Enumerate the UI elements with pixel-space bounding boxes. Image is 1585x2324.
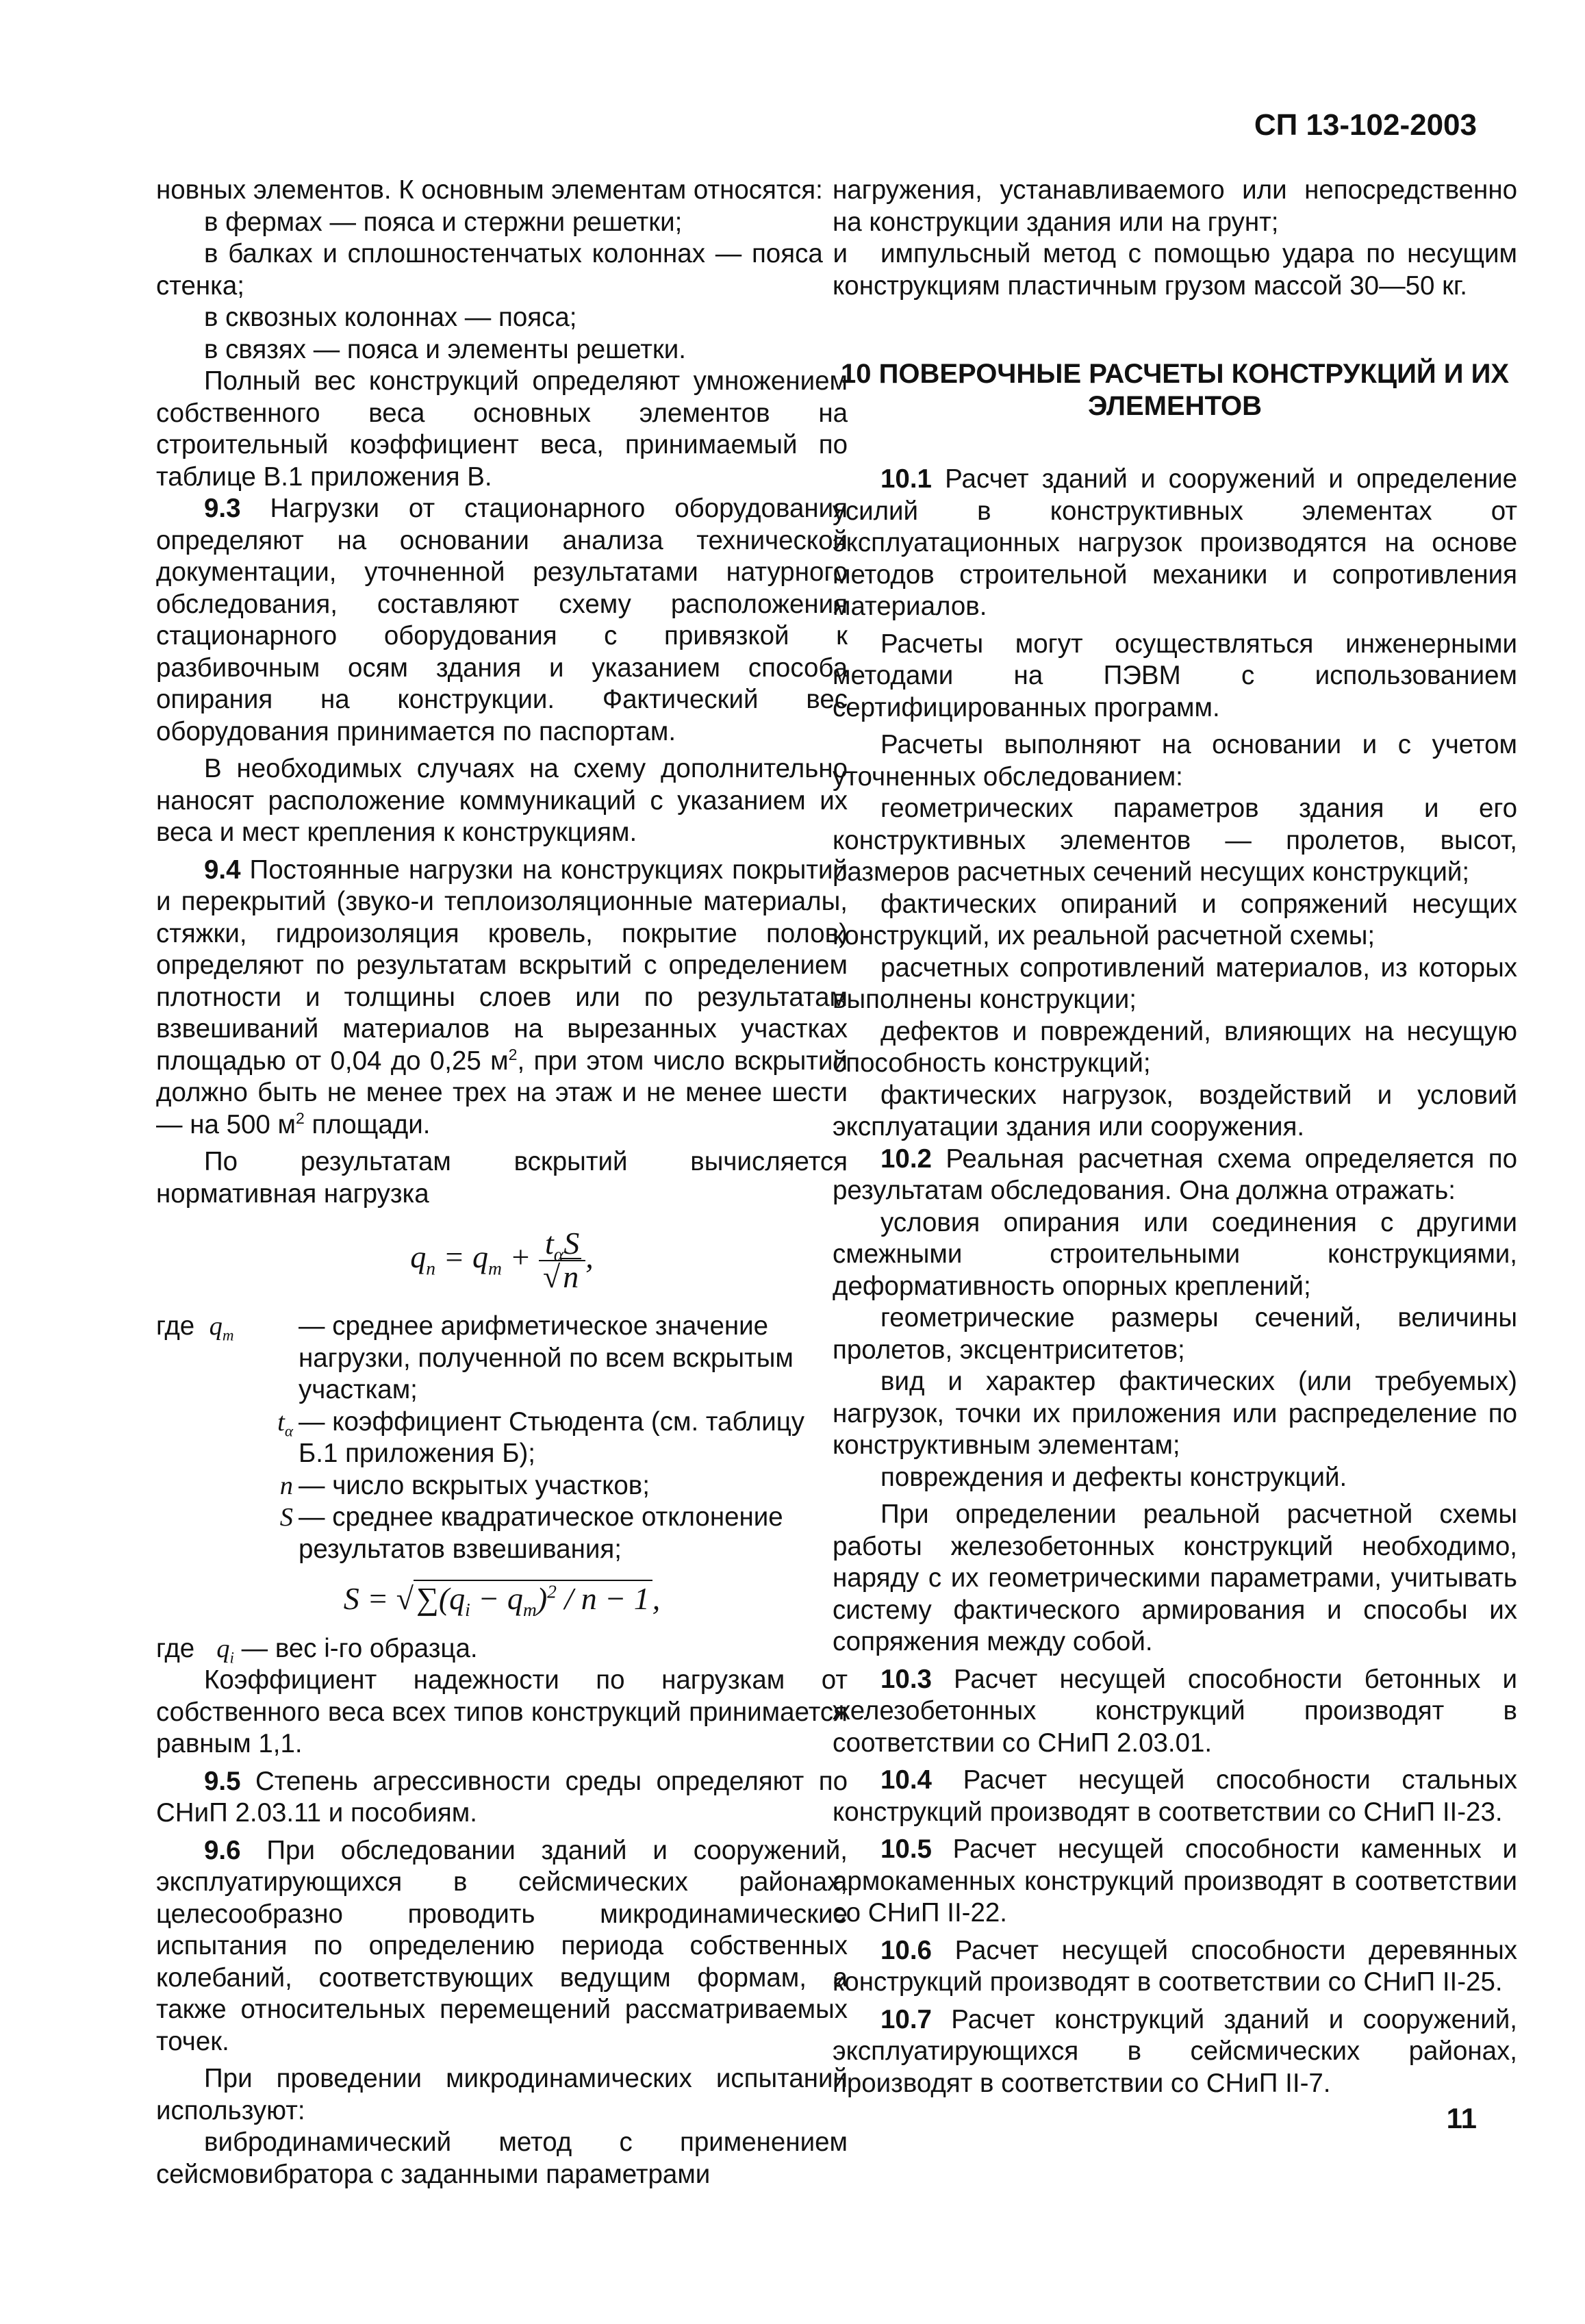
section-number: 10.3	[880, 1664, 932, 1694]
formula-part: / n − 1	[556, 1581, 650, 1616]
superscript: 2	[295, 1109, 305, 1127]
paragraph: При определении реальной расчетной схемы работы железобетонных конструкций необходимо, наряду с их геометрическими параметрами, учитывать систему фактического армирования и способы их сопряжения между собой.	[833, 1500, 1517, 1656]
definition-text: — среднее квадратическое отклонение результатов взвешивания;	[299, 1502, 783, 1564]
formula-s	[156, 1580, 848, 1621]
definition-symbol: S	[279, 1503, 293, 1532]
formula-part: ∑(q	[416, 1581, 466, 1616]
section-10-2	[833, 1144, 1517, 1207]
formula-symbol: S	[563, 1226, 580, 1261]
right-column	[833, 175, 1517, 2099]
where-label: где	[156, 1633, 195, 1663]
list-item: дефектов и повреждений, влияющих на несущую способность конструкций;	[833, 1016, 1517, 1078]
paragraph: вибродинамический метод с применением сейсмовибратора с заданными параметрами	[156, 2127, 848, 2189]
paragraph: Полный вес конструкций определяют умножением собственного веса основных элементов на строительный коэффициент веса, принимаемый по таблице В.1 приложения В.	[156, 366, 848, 492]
definition-row	[156, 1311, 848, 1406]
formula-superscript: 2	[547, 1580, 557, 1602]
section-text: Расчет несущей способности каменных и армокаменных конструкций производят в соответствии со СНиП II-22.	[833, 1834, 1517, 1928]
paragraph: При проведении микродинамических испытаний используют:	[156, 2064, 848, 2125]
section-text: , при этом число вскрытий должно быть не менее трех на этаж и не менее шести — на 500 м	[156, 1046, 848, 1139]
formula-subscript: n	[426, 1257, 435, 1279]
formula-symbol: t	[545, 1226, 554, 1261]
section-10-7	[833, 2004, 1517, 2100]
section-10-5	[833, 1834, 1517, 1930]
section-10-4	[833, 1765, 1517, 1828]
formula-qn	[156, 1228, 848, 1293]
section-number: 10.1	[880, 464, 932, 494]
formula-punctuation: ,	[652, 1581, 661, 1616]
section-number: 10.7	[880, 2004, 932, 2034]
left-column	[156, 175, 848, 2190]
section-text: Расчет зданий и сооружений и определение усилий в конструктивных элементах от эксплуатационных нагрузок производятся на основе методов строительной механики и сопротивления материалов.	[833, 464, 1517, 621]
section-9-4	[156, 855, 848, 1141]
formula-part: − q	[470, 1581, 523, 1616]
formula-symbol: q	[410, 1239, 427, 1275]
list-item: расчетных сопротивлений материалов, из которых выполнены конструкции;	[833, 952, 1517, 1014]
paragraph: По результатам вскрытий вычисляется нормативная нагрузка	[156, 1147, 848, 1209]
section-number: 10.6	[880, 1935, 932, 1965]
section-text: При обследовании зданий и сооружений, эксплуатирующихся в сейсмических районах, целесообразно проводить микродинамические испытания по определению периода собственных колебаний, соответствующих ведущим формам, а также относительных перемещений рассматриваемых точек.	[156, 1835, 848, 2056]
section-10-6	[833, 1935, 1517, 1999]
formula-radicand	[414, 1580, 652, 1621]
section-text: Расчет несущей способности бетонных и железобетонных конструкций производят в соответствии со СНиП 2.03.01.	[833, 1664, 1517, 1758]
definition-subscript: m	[222, 1326, 234, 1344]
section-text: Постоянные нагрузки на конструкциях покрытий и перекрытий (звуко-и теплоизоляционные материалы, стяжки, гидроизоляция кровель, покрытие полов) определяют по результатам вскрытий с определением плотности и толщины слоев или по результатам взвешиваний материалов на вырезанных участках площадью от 0,04 до 0,25 м	[156, 855, 848, 1076]
paragraph: Расчеты могут осуществляться инженерными методами на ПЭВМ с использованием сертифицированных программ.	[833, 629, 1517, 722]
definition-symbol: t	[277, 1407, 285, 1437]
section-text: Реальная расчетная схема определяется по результатам обследования. Она должна отражать:	[833, 1144, 1517, 1205]
definition-row	[156, 1470, 848, 1502]
sqrt-icon: √	[543, 1259, 561, 1294]
formula-operator: =	[435, 1239, 473, 1275]
section-number: 9.6	[204, 1835, 241, 1865]
formula-fraction	[539, 1228, 585, 1293]
definitions-table	[156, 1311, 848, 1565]
list-item: вид и характер фактических (или требуемых) нагрузок, точки их приложения или распределение по конструктивным элементам;	[833, 1367, 1517, 1460]
section-number: 9.4	[204, 855, 241, 885]
section-number: 10.2	[880, 1144, 932, 1174]
section-text: площади.	[304, 1109, 431, 1139]
formula-subscript: m	[522, 1599, 537, 1621]
section-text: Расчет несущей способности стальных конструкций производят в соответствии со СНиП II-23.	[833, 1765, 1517, 1827]
section-text: Степень агрессивности среды определяют по СНиП 2.03.11 и пособиям.	[156, 1766, 848, 1828]
section-text: Нагрузки от стационарного оборудования определяют на основании анализа технической документации, уточненной результатами натурного обследования, составляют схему расположения стационарного оборудования с привязкой к разбивочным осям здания и указанием способа опирания на конструкции. Фактический вес оборудования принимается по паспортам.	[156, 494, 848, 746]
paragraph: импульсный метод с помощью удара по несущим конструкциям пластичным грузом массой 30—50 кг.	[833, 239, 1517, 301]
formula-subscript: m	[488, 1257, 502, 1279]
section-number: 9.3	[204, 494, 241, 523]
list-item: в сквозных колоннах — пояса;	[204, 303, 577, 332]
section-10-3	[833, 1664, 1517, 1760]
list-item: в балках и сплошностенчатых колоннах — пояса и стенка;	[156, 239, 848, 301]
definition-symbol: q	[209, 1312, 223, 1341]
definition-qi	[156, 1633, 848, 1665]
definition-symbol: q	[216, 1634, 230, 1663]
definition-row	[156, 1502, 848, 1565]
definition-text: — вес i-го образца.	[241, 1633, 478, 1663]
formula-symbol: n	[560, 1258, 581, 1294]
formula-punctuation: ,	[585, 1239, 594, 1275]
list-item: геометрических параметров здания и его конструктивных элементов — пролетов, высот, размеров расчетных сечений несущих конструкций;	[833, 794, 1517, 887]
formula-operator: +	[501, 1239, 540, 1275]
definition-text: — коэффициент Стьюдента (см. таблицу Б.1 приложения Б);	[299, 1406, 805, 1468]
section-text: Расчет конструкций зданий и сооружений, эксплуатирующихся в сейсмических районах, производят в соответствии со СНиП II-7.	[833, 2004, 1517, 2098]
formula-symbol: S =	[343, 1581, 396, 1616]
section-9-3	[156, 493, 848, 748]
paragraph: Расчеты выполняют на основании и с учетом уточненных обследованием:	[833, 730, 1517, 792]
section-9-6	[156, 1835, 848, 2058]
definition-text: — среднее арифметическое значение нагрузки, полученной по всем вскрытым участкам;	[299, 1311, 794, 1404]
superscript: 2	[508, 1045, 518, 1063]
section-number: 9.5	[204, 1766, 241, 1796]
list-item: фактических опираний и сопряжений несущих конструкций, их реальной расчетной схемы;	[833, 889, 1517, 950]
definition-symbol: n	[279, 1471, 293, 1500]
paragraph: В необходимых случаях на схему дополнительно наносят расположение коммуникаций с указанием их веса и мест крепления к конструкциям.	[156, 754, 848, 847]
list-item: в связях — пояса и элементы решетки.	[204, 334, 686, 364]
formula-subscript: i	[465, 1599, 470, 1621]
list-item: фактических нагрузок, воздействий и условий эксплуатации здания или сооружения.	[833, 1080, 1517, 1141]
paragraph: нагружения, устанавливаемого или непосредственно на конструкции здания или на грунт;	[833, 175, 1517, 237]
formula-part: )	[536, 1581, 548, 1616]
section-10-1	[833, 464, 1517, 623]
section-number: 10.4	[880, 1765, 932, 1795]
list-item: повреждения и дефекты конструкций.	[880, 1462, 1347, 1492]
formula-subscript: α	[553, 1243, 564, 1265]
paragraph: Коэффициент надежности по нагрузкам от собственного веса всех типов конструкций принимается равным 1,1.	[156, 1665, 848, 1758]
document-code: СП 13-102-2003	[1254, 108, 1477, 142]
list-item: геометрические размеры сечений, величины пролетов, эксцентриситетов;	[833, 1303, 1517, 1365]
page-number: 11	[1446, 2102, 1477, 2134]
definition-row	[156, 1406, 848, 1470]
list-item: в фермах — пояса и стержни решетки;	[204, 207, 683, 237]
definition-text: — число вскрытых участков;	[299, 1470, 650, 1500]
list-item: условия опирания или соединения с другими смежными строительными конструкциями, деформативность опорных креплений;	[833, 1207, 1517, 1301]
section-9-5	[156, 1766, 848, 1830]
definition-subscript: i	[229, 1648, 234, 1667]
formula-symbol: q	[472, 1239, 489, 1275]
section-number: 10.5	[880, 1834, 932, 1864]
section-text: Расчет несущей способности деревянных конструкций производят в соответствии со СНиП II-25.	[833, 1935, 1517, 1997]
section-heading: 10 ПОВЕРОЧНЫЕ РАСЧЕТЫ КОНСТРУКЦИЙ И ИХ ЭЛЕМЕНТОВ	[841, 359, 1509, 421]
definition-subscript: α	[284, 1422, 293, 1440]
paragraph: новных элементов. К основным элементам относятся:	[156, 175, 823, 205]
where-label: где	[156, 1311, 195, 1341]
sqrt-icon: √	[396, 1581, 414, 1616]
